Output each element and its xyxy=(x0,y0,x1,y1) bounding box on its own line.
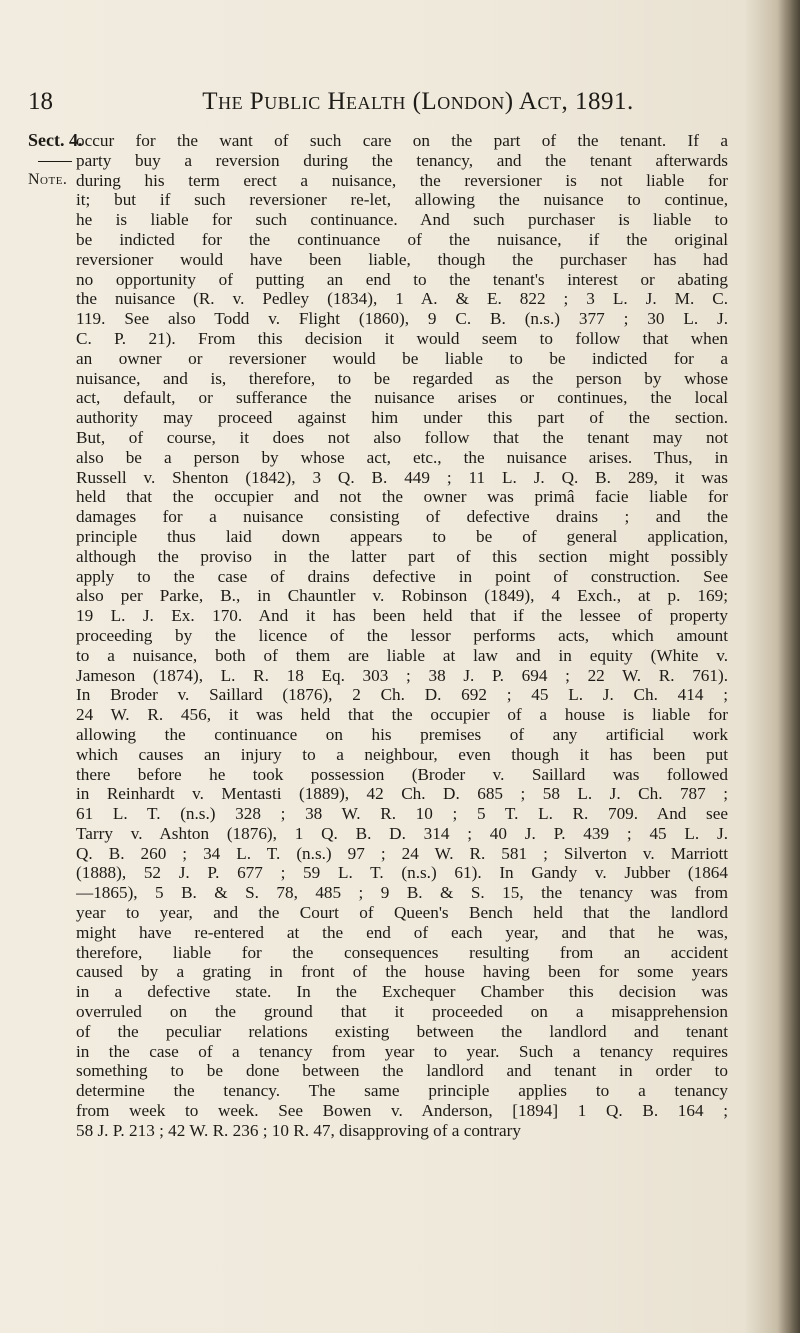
text-line: be indicted for the continuance of the nuisance, if the original xyxy=(76,229,728,249)
page-binding-shadow xyxy=(778,0,800,1333)
text-line: (1888), 52 J. P. 677 ; 59 L. T. (n.s.) 61). In Gandy v. Jubber (1864 xyxy=(76,863,728,883)
text-line: in the case of a tenancy from year to year. Such a tenancy requires xyxy=(76,1041,728,1061)
text-line: the nuisance (R. v. Pedley (1834), 1 A. & E. 822 ; 3 L. J. M. C. xyxy=(76,289,728,309)
text-line: 19 L. J. Ex. 170. And it has been held that if the lessee of property xyxy=(76,606,728,626)
text-line: 61 L. T. (n.s.) 328 ; 38 W. R. 10 ; 5 T. L. R. 709. And see xyxy=(76,804,728,824)
text-line: party buy a reversion during the tenancy, and the tenant afterwards xyxy=(76,150,728,170)
text-line: Jameson (1874), L. R. 18 Eq. 303 ; 38 J. P. 694 ; 22 W. R. 761). xyxy=(76,665,728,685)
text-line: no opportunity of putting an end to the tenant's interest or abating xyxy=(76,269,728,289)
text-line: nuisance, and is, therefore, to be regarded as the person by whose xyxy=(76,368,728,388)
text-line: year to year, and the Court of Queen's Bench held that the landlord xyxy=(76,903,728,923)
text-line: apply to the case of drains defective in point of construction. See xyxy=(76,566,728,586)
text-line: an owner or reversioner would be liable to be indicted for a xyxy=(76,348,728,368)
text-line: principle thus laid down appears to be of general application, xyxy=(76,526,728,546)
text-line: of the peculiar relations existing between the landlord and tenant xyxy=(76,1021,728,1041)
text-line: —1865), 5 B. & S. 78, 485 ; 9 B. & S. 15, the tenancy was from xyxy=(76,883,728,903)
text-line: to a nuisance, both of them are liable at law and in equity (White v. xyxy=(76,645,728,665)
text-line: C. P. 21). From this decision it would seem to follow that when xyxy=(76,328,728,348)
text-line: something to be done between the landlord and tenant in order to xyxy=(76,1061,728,1081)
text-line: allowing the continuance on his premises of any artificial work xyxy=(76,724,728,744)
text-line: Q. B. 260 ; 34 L. T. (n.s.) 97 ; 24 W. R. 581 ; Silverton v. Marriott xyxy=(76,843,728,863)
text-line: also per Parke, B., in Chauntler v. Robinson (1849), 4 Exch., at p. 169; xyxy=(76,586,728,606)
text-line: Tarry v. Ashton (1876), 1 Q. B. D. 314 ; 40 J. P. 439 ; 45 L. J. xyxy=(76,823,728,843)
margin-rule xyxy=(38,161,72,162)
text-line: Russell v. Shenton (1842), 3 Q. B. 449 ; 11 L. J. Q. B. 289, it was xyxy=(76,467,728,487)
text-line: also be a person by whose act, etc., the nuisance arises. Thus, in xyxy=(76,447,728,467)
text-line: act, default, or sufferance the nuisance arises or continues, the local xyxy=(76,388,728,408)
text-line: occur for the want of such care on the part of the tenant. If a xyxy=(76,131,728,150)
text-line: authority may proceed against him under this part of the section. xyxy=(76,408,728,428)
text-line: which causes an injury to a neighbour, even though it has been put xyxy=(76,744,728,764)
running-title: The Public Health (London) Act, 1891. xyxy=(202,88,634,115)
text-line: caused by a grating in front of the house having been for some years xyxy=(76,962,728,982)
text-line: proceeding by the licence of the lessor performs acts, which amount xyxy=(76,625,728,645)
text-line: reversioner would have been liable, though the purchaser has had xyxy=(76,249,728,269)
text-line: overruled on the ground that it proceeded on a misapprehension xyxy=(76,1002,728,1022)
text-line: held that the occupier and not the owner was primâ facie liable for xyxy=(76,487,728,507)
text-line: it; but if such reversioner re-let, allowing the nuisance to continue, xyxy=(76,190,728,210)
text-line: 119. See also Todd v. Flight (1860), 9 C. B. (n.s.) 377 ; 30 L. J. xyxy=(76,309,728,329)
note-label: Note. xyxy=(28,171,68,188)
text-line: In Broder v. Saillard (1876), 2 Ch. D. 692 ; 45 L. J. Ch. 414 ; xyxy=(76,685,728,705)
body-text xyxy=(76,131,728,1141)
page-header xyxy=(28,88,728,122)
text-line: damages for a nuisance consisting of defective drains ; and the xyxy=(76,507,728,527)
text-line: during his term erect a nuisance, the reversioner is not liable for xyxy=(76,170,728,190)
text-line: 58 J. P. 213 ; 42 W. R. 236 ; 10 R. 47, disapproving of a contrary xyxy=(76,1120,521,1140)
section-label: Sect. 4. xyxy=(28,130,83,150)
page-number: 18 xyxy=(28,88,53,115)
text-line: 24 W. R. 456, it was held that the occupier of a house is liable for xyxy=(76,705,728,725)
text-line: But, of course, it does not also follow that the tenant may not xyxy=(76,427,728,447)
text-line: although the proviso in the latter part of this section might possibly xyxy=(76,546,728,566)
text-line: therefore, liable for the consequences resulting from an accident xyxy=(76,942,728,962)
text-line: might have re-entered at the end of each year, and that he was, xyxy=(76,922,728,942)
text-line: there before he took possession (Broder v. Saillard was followed xyxy=(76,764,728,784)
text-line: determine the tenancy. The same principle applies to a tenancy xyxy=(76,1081,728,1101)
text-line: in Reinhardt v. Mentasti (1889), 42 Ch. D. 685 ; 58 L. J. Ch. 787 ; xyxy=(76,784,728,804)
text-line: in a defective state. In the Exchequer Chamber this decision was xyxy=(76,982,728,1002)
text-line: he is liable for such continuance. And such purchaser is liable to xyxy=(76,210,728,230)
text-line: from week to week. See Bowen v. Anderson, [1894] 1 Q. B. 164 ; xyxy=(76,1101,728,1121)
